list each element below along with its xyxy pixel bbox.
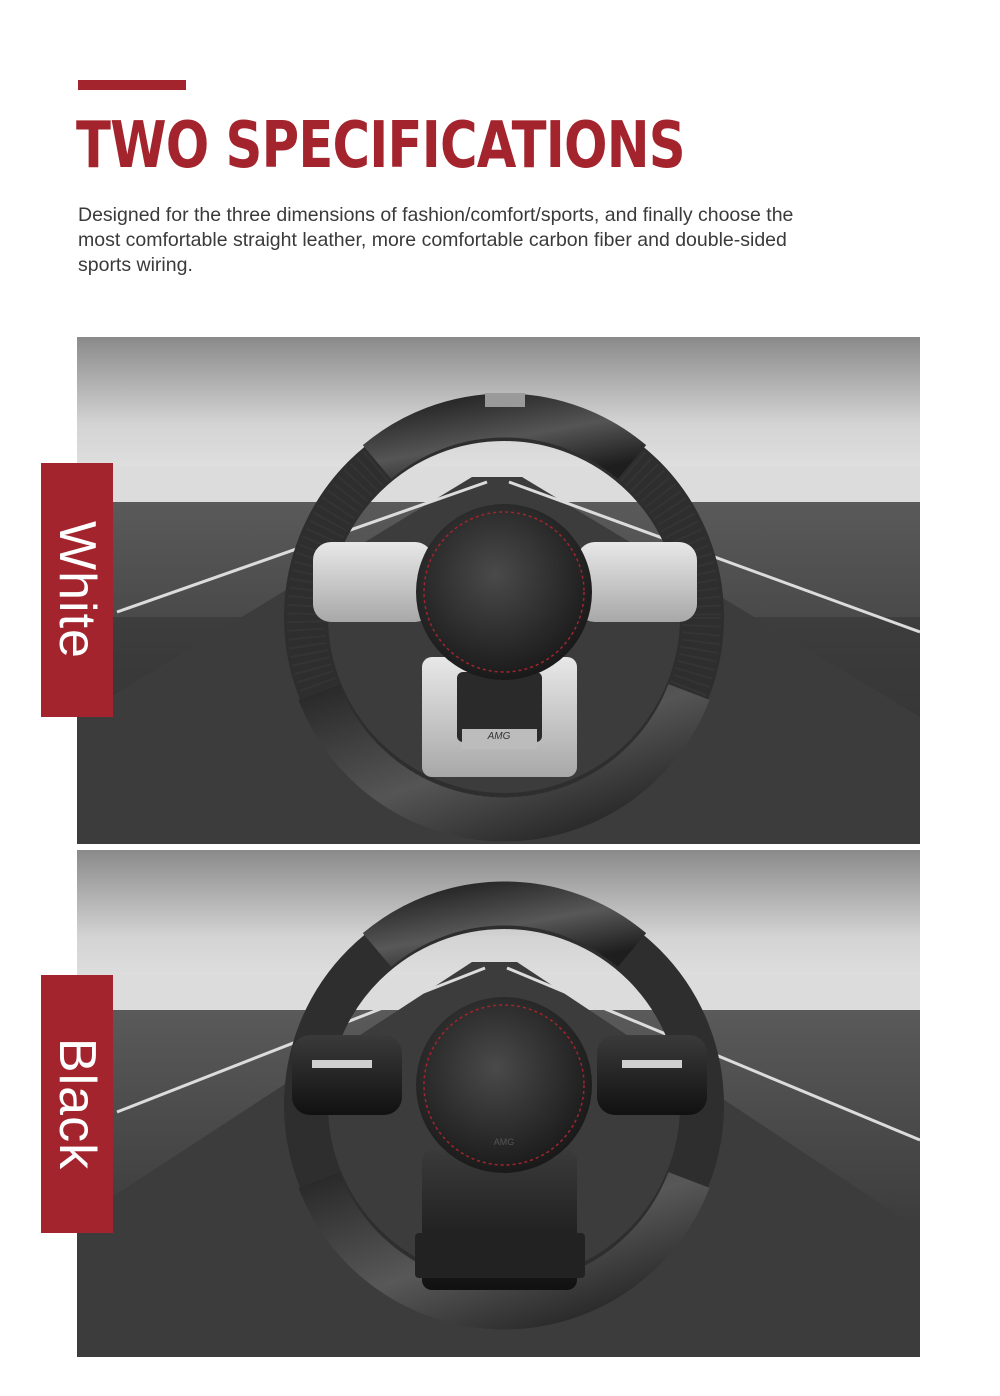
page-description: Designed for the three dimensions of fashion/comfort/sports, and finally choose the most comfortable straight leather, more comfortable carbon fiber and double-sided sports wiring. <box>78 204 794 276</box>
variant-label: Black <box>48 1037 106 1171</box>
product-image-white <box>77 337 920 844</box>
variant-tag-white <box>41 463 113 717</box>
page-title: TWO SPECIFICATIONS <box>76 109 685 183</box>
accent-bar <box>78 80 186 90</box>
steering-wheel-black-image <box>77 850 920 1357</box>
product-image-black <box>77 850 920 1357</box>
steering-wheel-white-image <box>77 337 920 844</box>
variant-label: White <box>48 521 107 659</box>
amg-logo: AMG <box>493 1137 515 1147</box>
amg-logo: AMG <box>487 731 511 742</box>
variant-tag-black <box>41 975 113 1233</box>
